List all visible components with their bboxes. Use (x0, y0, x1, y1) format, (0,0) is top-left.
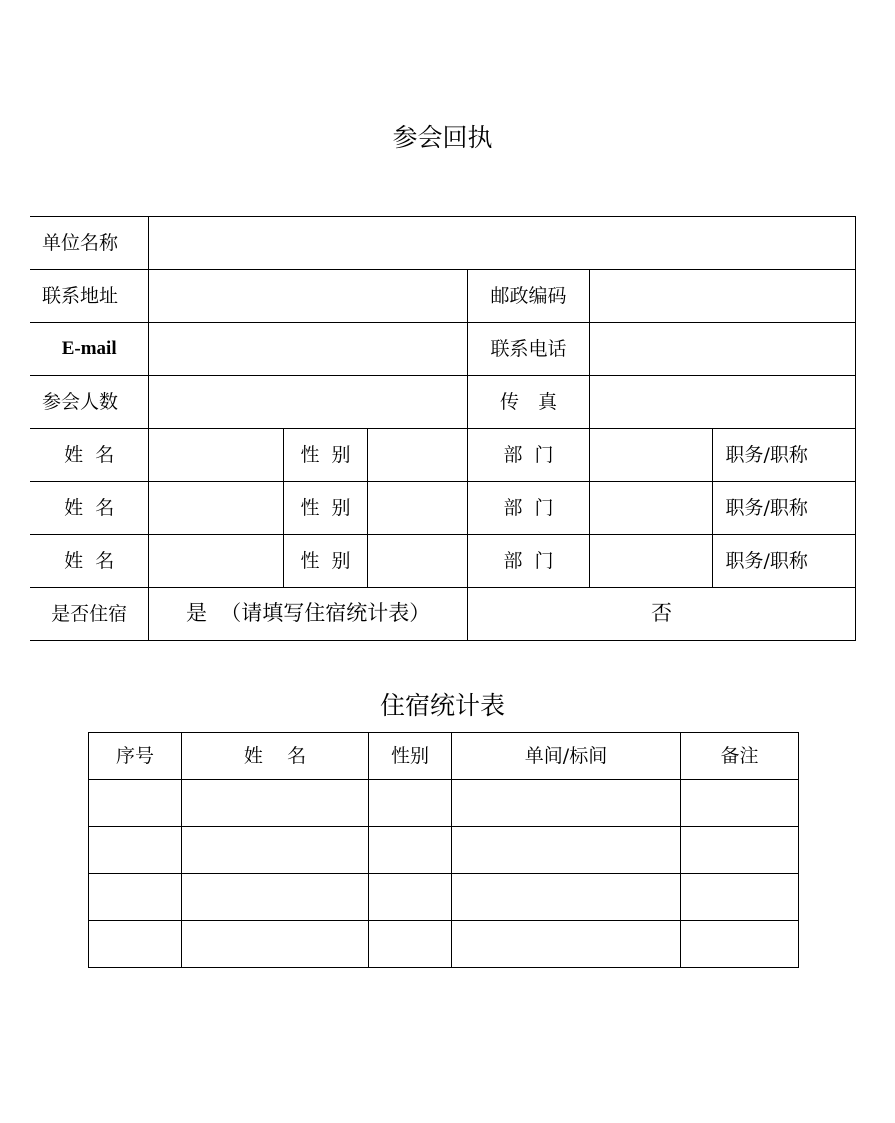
person-gender-field[interactable] (368, 482, 468, 535)
person-dept-label: 部 门 (467, 429, 589, 482)
table-row (89, 921, 799, 968)
person-position-label: 职务/职称 (713, 482, 856, 535)
address-row (30, 270, 856, 323)
table-cell[interactable] (681, 780, 799, 827)
table-cell[interactable] (182, 780, 369, 827)
column-header: 备注 (681, 733, 799, 780)
table-cell[interactable] (89, 874, 182, 921)
person-dept-field[interactable] (590, 482, 713, 535)
column-header: 姓 名 (182, 733, 369, 780)
person-row (30, 482, 856, 535)
person-name-field[interactable] (149, 429, 284, 482)
person-dept-field[interactable] (590, 429, 713, 482)
column-header: 单间/标间 (452, 733, 681, 780)
table-cell[interactable] (182, 827, 369, 874)
table-row (89, 874, 799, 921)
person-position-label: 职务/职称 (713, 429, 856, 482)
person-name-label: 姓 名 (30, 429, 149, 482)
person-dept-label: 部 门 (467, 535, 589, 588)
lodging-label: 是否住宿 (30, 588, 149, 641)
attendees-field[interactable] (149, 376, 468, 429)
person-position-label: 职务/职称 (713, 535, 856, 588)
fax-label: 传 真 (467, 376, 589, 429)
person-row (30, 535, 856, 588)
table-cell[interactable] (182, 874, 369, 921)
unit-name-row (30, 217, 856, 270)
table-cell[interactable] (681, 827, 799, 874)
table-cell[interactable] (681, 921, 799, 968)
table-cell[interactable] (89, 921, 182, 968)
person-name-field[interactable] (149, 482, 284, 535)
person-gender-label: 性 别 (283, 429, 367, 482)
attendees-label: 参会人数 (30, 376, 149, 429)
receipt-form-table (30, 216, 856, 641)
unit-name-label: 单位名称 (30, 217, 149, 270)
person-name-label: 姓 名 (30, 482, 149, 535)
table-cell[interactable] (369, 780, 452, 827)
address-field[interactable] (149, 270, 468, 323)
table-row (89, 827, 799, 874)
lodging-table-title: 住宿统计表 (379, 691, 505, 720)
address-label: 联系地址 (30, 270, 149, 323)
postcode-label: 邮政编码 (467, 270, 589, 323)
column-header: 性别 (369, 733, 452, 780)
email-row (30, 323, 856, 376)
lodging-stats-table (88, 732, 799, 968)
person-name-field[interactable] (149, 535, 284, 588)
person-gender-label: 性 别 (283, 482, 367, 535)
person-dept-field[interactable] (590, 535, 713, 588)
table-cell[interactable] (89, 780, 182, 827)
phone-field[interactable] (590, 323, 856, 376)
lodging-row (30, 588, 856, 641)
table-cell[interactable] (182, 921, 369, 968)
person-name-label: 姓 名 (30, 535, 149, 588)
person-gender-field[interactable] (368, 535, 468, 588)
email-label: E-mail (30, 323, 149, 376)
lodging-header-row (89, 733, 799, 780)
table-row (89, 780, 799, 827)
table-cell[interactable] (369, 921, 452, 968)
fax-field[interactable] (590, 376, 856, 429)
table-cell[interactable] (369, 874, 452, 921)
email-field[interactable] (149, 323, 468, 376)
unit-name-field[interactable] (149, 217, 856, 270)
table-cell[interactable] (452, 921, 681, 968)
phone-label: 联系电话 (467, 323, 589, 376)
person-dept-label: 部 门 (467, 482, 589, 535)
person-gender-field[interactable] (368, 429, 468, 482)
person-row (30, 429, 856, 482)
table-cell[interactable] (452, 874, 681, 921)
page-title: 参会回执 (392, 123, 493, 152)
person-gender-label: 性 别 (283, 535, 367, 588)
column-header: 序号 (89, 733, 182, 780)
table-cell[interactable] (452, 780, 681, 827)
table-cell[interactable] (681, 874, 799, 921)
lodging-yes-option[interactable]: 是 （请填写住宿统计表） (149, 588, 468, 641)
table-cell[interactable] (452, 827, 681, 874)
lodging-no-option[interactable]: 否 (467, 588, 855, 641)
table-cell[interactable] (369, 827, 452, 874)
attendees-row (30, 376, 856, 429)
postcode-field[interactable] (590, 270, 856, 323)
table-cell[interactable] (89, 827, 182, 874)
